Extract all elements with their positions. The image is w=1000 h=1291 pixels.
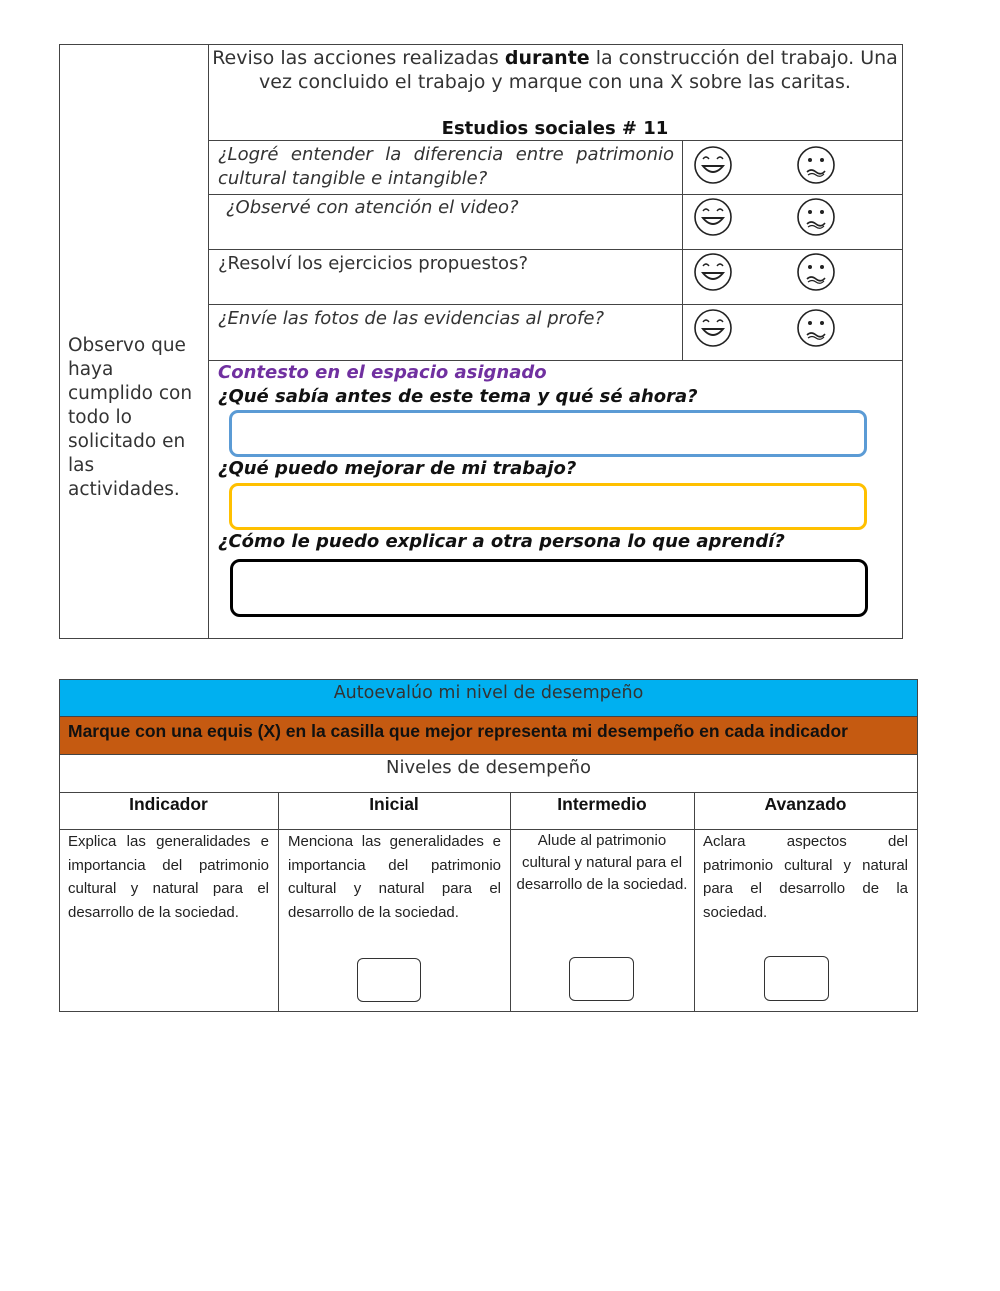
- row-divider: [208, 194, 903, 195]
- open-question-1: ¿Qué sabía antes de este tema y qué sé ahora?: [218, 386, 698, 407]
- table-border-right: [902, 44, 903, 639]
- happy-face-icon[interactable]: [693, 145, 733, 185]
- question-2: ¿Observé con atención el video?: [226, 197, 519, 218]
- checkbox-intermedio[interactable]: [569, 957, 634, 1001]
- answer-box-3[interactable]: [230, 559, 868, 617]
- subject-title: Estudios sociales # 11: [441, 118, 669, 139]
- table-border-right: [917, 792, 918, 1012]
- table-border-left: [59, 44, 60, 639]
- happy-face-icon[interactable]: [693, 252, 733, 292]
- table-border-bottom: [59, 638, 903, 639]
- intro-text: Reviso las acciones realizadas durante la construcción del trabajo. Una vez concluido el trabajo y marque con una X sobre las caritas.: [212, 47, 898, 93]
- checkbox-avanzado[interactable]: [764, 956, 829, 1001]
- cell-indicador: Explica las generalidades e importancia del patrimonio cultural y natural para el desarrollo de la sociedad.: [68, 833, 269, 921]
- happy-face-icon[interactable]: [693, 308, 733, 348]
- column-divider: [694, 792, 695, 1012]
- open-question-3: ¿Cómo le puedo explicar a otra persona lo que aprendí?: [218, 531, 785, 552]
- header-inicial: Inicial: [369, 794, 419, 814]
- happy-face-icon[interactable]: [693, 197, 733, 237]
- cell-intermedio: Alude al patrimonio cultural y natural para el desarrollo de la sociedad.: [516, 832, 688, 893]
- left-note: Observo que haya cumplido con todo lo solicitado en las actividades.: [68, 335, 193, 500]
- rubric-instruction: Marque con una equis (X) en la casilla que mejor representa mi desempeño en cada indicador: [59, 716, 918, 755]
- open-question-2: ¿Qué puedo mejorar de mi trabajo?: [218, 458, 577, 479]
- levels-label: Niveles de desempeño: [59, 754, 918, 793]
- column-divider: [208, 44, 209, 639]
- row-divider: [208, 249, 903, 250]
- cell-avanzado: Aclara aspectos del patrimonio cultural y natural para el desarrollo de la sociedad.: [703, 833, 908, 921]
- header-avanzado: Avanzado: [764, 794, 847, 814]
- instruction-text: Contesto en el espacio asignado: [218, 362, 547, 383]
- row-divider: [208, 360, 903, 361]
- cell-inicial: Menciona las generalidades e importancia del patrimonio cultural y natural para el desarrollo de la sociedad.: [288, 833, 501, 921]
- row-divider: [208, 304, 903, 305]
- column-divider: [510, 792, 511, 1012]
- header-indicador: Indicador: [129, 794, 208, 814]
- table-border-left: [59, 792, 60, 1012]
- checkbox-inicial[interactable]: [357, 958, 421, 1002]
- header-intermedio: Intermedio: [557, 794, 647, 814]
- table-border-top: [59, 44, 903, 45]
- sad-face-icon[interactable]: [796, 197, 836, 237]
- faces-column-divider: [682, 140, 683, 361]
- answer-box-1[interactable]: [229, 410, 867, 457]
- question-4: ¿Envíe las fotos de las evidencias al profe?: [218, 308, 605, 329]
- table-border-bottom: [59, 1011, 918, 1012]
- rubric-title: Autoevalúo mi nivel de desempeño: [59, 679, 918, 717]
- sad-face-icon[interactable]: [796, 252, 836, 292]
- question-3: ¿Resolví los ejercicios propuestos?: [218, 253, 528, 274]
- question-1: ¿Logré entender la diferencia entre patrimonio cultural tangible e intangible?: [218, 144, 674, 189]
- answer-box-2[interactable]: [229, 483, 867, 530]
- sad-face-icon[interactable]: [796, 145, 836, 185]
- column-divider: [278, 792, 279, 1012]
- sad-face-icon[interactable]: [796, 308, 836, 348]
- row-divider: [208, 140, 903, 141]
